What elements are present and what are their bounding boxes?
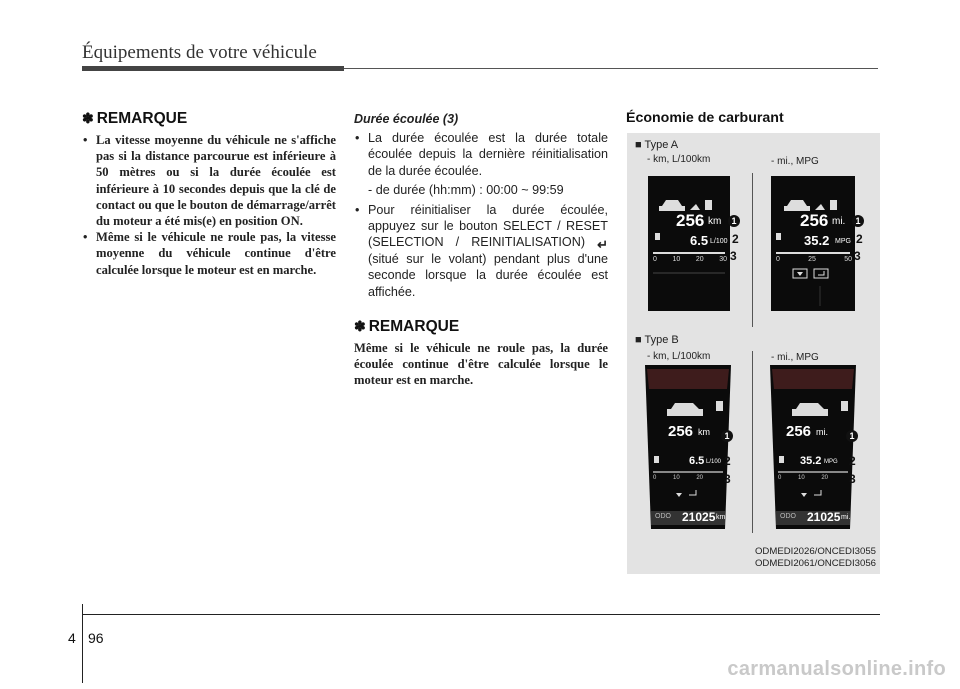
fuel-pump-icon (830, 200, 837, 210)
range-value: 256 (800, 211, 829, 230)
fuel-pump-icon (841, 401, 848, 411)
list-item: • La vitesse moyenne du véhicule ne s'affiche pas si la distance parcourue est inférieure à 50 mètres ou si la durée écoulée est inférieure à 10 secondes depuis que la clé de contact ou que le bouton de démarrage/arrêt du moteur a été mis(e) en position ON. (82, 132, 336, 229)
odo-label: ODO (655, 513, 671, 520)
page-number: 96 (88, 630, 104, 646)
figure-divider (752, 351, 753, 533)
elapsed-time-list (354, 130, 608, 179)
column-left (82, 110, 336, 278)
economy-scale: 0 25 50 (776, 256, 852, 263)
economy-scale: 0 10 20 (653, 475, 703, 481)
list-item: • La durée écoulée est la durée totale écoulée depuis la dernière réinitialisation de la durée écoulée. (354, 130, 608, 179)
callout-1: 1 (852, 215, 864, 227)
list-item: • Pour réinitialiser la durée écoulée, appuyez sur le bouton SELECT / RESET (SELECTION / REINITIALISATION) ↵ (situé sur le volant) pendant plus d'une seconde lorsque la durée écoulée est affichée. (354, 202, 608, 300)
footer-horizontal-rule (82, 614, 880, 615)
range-unit: mi. (832, 216, 846, 227)
cluster-screen (641, 365, 735, 529)
callout-3: 3 (854, 249, 861, 263)
cluster-type-a-mi (771, 176, 855, 311)
remarque-list (82, 132, 336, 278)
unit-km-label: - km, L/100km (647, 154, 711, 165)
remarque-star-icon: ✽ (82, 110, 94, 126)
figure-code-1: ODMEDI2026/ONCEDI3055 (754, 546, 876, 557)
arrow-icon (815, 204, 825, 210)
figure-divider (752, 173, 753, 327)
callout-3: 3 (730, 249, 737, 263)
odo-unit: km (716, 514, 726, 521)
callout-1: 1 (728, 215, 740, 227)
remarque-heading: ✽ REMARQUE (354, 318, 460, 336)
economy-unit: L/100 (706, 459, 722, 465)
type-a-label: ■ Type A (635, 139, 679, 151)
range-unit: mi. (816, 427, 828, 437)
range-unit: km (708, 216, 722, 227)
economy-unit: L/100 (710, 238, 728, 245)
enter-arrow-icon (818, 271, 824, 275)
odo-value: 21025 (807, 510, 841, 524)
fuel-pump-icon (716, 401, 723, 411)
fuel-economy-figure (627, 133, 880, 574)
unit-mi-label: - mi., MPG (771, 156, 819, 167)
economy-value: 6.5 (689, 455, 705, 467)
down-arrow-icon (797, 272, 803, 276)
arrow-icon (690, 204, 700, 210)
enter-icon: ↵ (597, 237, 608, 253)
footer-vertical-rule (82, 604, 83, 683)
car-icon (659, 200, 685, 211)
cluster-type-a-km (648, 176, 730, 311)
economy-scale: 0 10 20 (778, 475, 828, 481)
callout-2: 2 (849, 454, 856, 468)
chapter-number: 4 (68, 630, 76, 646)
callout-1: 1 (721, 430, 733, 442)
callout-2: 2 (724, 454, 731, 468)
economy-value: 35.2 (804, 233, 830, 248)
cluster-type-b-km (641, 365, 735, 529)
car-icon (784, 200, 810, 211)
odo-unit: mi. (841, 514, 851, 521)
fuel-pump-icon (705, 200, 712, 210)
unit-km-label: - km, L/100km (647, 351, 711, 362)
remarque-star-icon: ✽ (354, 318, 366, 335)
header-rule-thick (82, 66, 344, 71)
range-value: 256 (786, 423, 812, 440)
reset-instructions-list (354, 202, 608, 300)
section-heading-fuel-economy: Économie de carburant (626, 110, 784, 126)
economy-value: 35.2 (800, 455, 822, 467)
unit-mi-label: - mi., MPG (771, 352, 819, 363)
watermark-text: carmanualsonline.info (727, 658, 946, 680)
remarque-text: Même si le véhicule ne roule pas, la durée écoulée continue d'être calculée lorsque le moteur est en marche. (354, 341, 608, 388)
callout-3: 3 (849, 472, 856, 486)
header-rule-thin (344, 68, 878, 69)
callout-2: 2 (732, 232, 739, 246)
cluster-type-b-mi (766, 365, 860, 529)
column-right (624, 110, 880, 132)
subheading-elapsed-time: Durée écoulée (3) (354, 112, 459, 126)
economy-unit: MPG (824, 459, 838, 465)
callout-1: 1 (846, 430, 858, 442)
fuel-pump-small-icon (776, 233, 781, 240)
column-middle (354, 110, 608, 389)
odo-value: 21025 (682, 510, 716, 524)
fuel-pump-small-icon (654, 456, 659, 463)
range-value: 256 (676, 211, 705, 230)
economy-value: 6.5 (690, 233, 709, 248)
enter-button-icon (814, 269, 828, 278)
list-item: • Même si le véhicule ne roule pas, la vitesse moyenne du véhicule continue d'être calculée lorsque le moteur est en marche. (82, 229, 336, 278)
figure-code-2: ODMEDI2061/ONCEDI3056 (754, 558, 876, 569)
page-header-title: Équipements de votre véhicule (82, 42, 317, 63)
callout-3: 3 (724, 472, 731, 486)
remarque-heading: ✽ REMARQUE (82, 110, 188, 127)
odo-label: ODO (780, 513, 796, 520)
economy-scale: 0 10 20 30 (653, 256, 727, 263)
callout-2: 2 (856, 232, 863, 246)
range-value: 256 (668, 423, 694, 440)
economy-unit: MPG (835, 238, 851, 245)
type-b-label: ■ Type B (635, 334, 679, 346)
fuel-pump-small-icon (779, 456, 784, 463)
fuel-pump-small-icon (655, 233, 660, 240)
cluster-screen (766, 365, 860, 529)
elapsed-time-range: - de durée (hh:mm) : 00:00 ~ 99:59 (368, 183, 564, 198)
range-unit: km (698, 427, 710, 437)
